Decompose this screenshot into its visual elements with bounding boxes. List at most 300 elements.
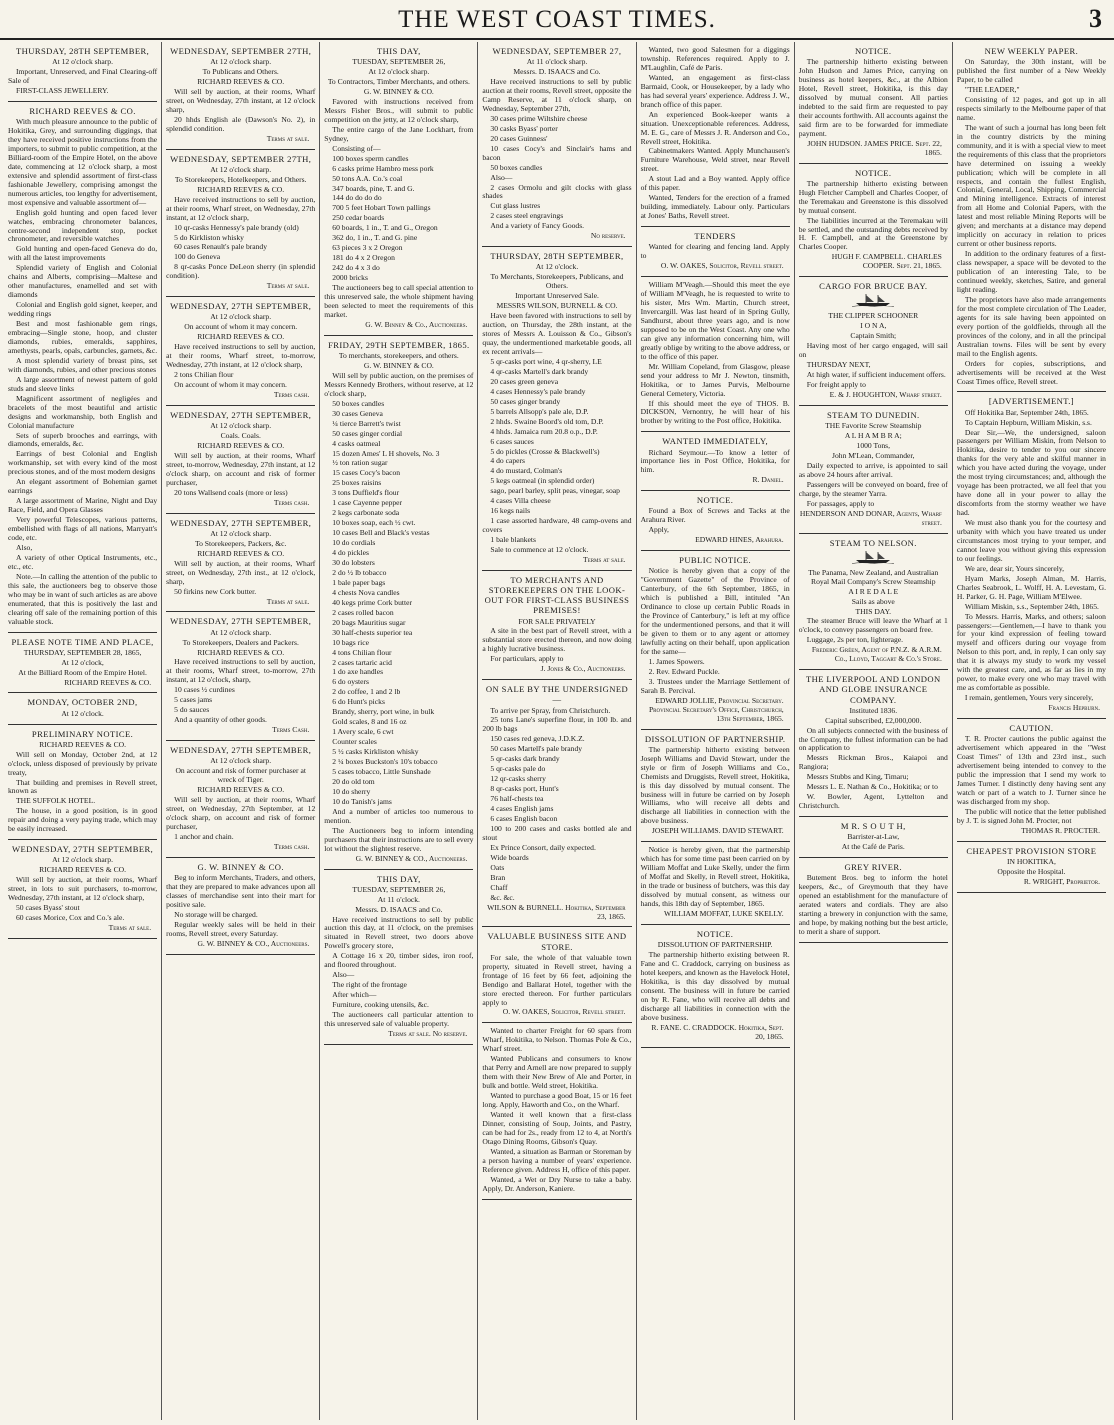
ad-paragraph: Notice is hereby given that a copy of the "Government Gazette" of the Province of Canterbury, of the 6th September, 1865, in which is published a Bill, intituled "An Ordinance to close up certain Public Roads in the Province of Canterbury," is left at my office for the undermentioned persons, and that it will be given to them or to any agent or attorney lawfully acting on their behalf, upon application for the same— <box>640 566 790 656</box>
ad-paragraph: Sets of superb brooches and earrings, with diamonds, emeralds, &c. <box>8 430 158 449</box>
ad-paragraph: A large assortment of newest pattern of gold studs and sleeve links <box>8 374 158 393</box>
ad-heading: WEDNESDAY, SEPTEMBER 27, <box>492 46 622 56</box>
ad-paragraph: Also— <box>490 172 513 182</box>
ad-signature: R. WRIGHT, Proprietor. <box>1023 876 1100 886</box>
ad-heading: WEDNESDAY, 27TH SEPTEMBER, <box>170 517 312 528</box>
ad-paragraph: 50 cases Martell's pale brandy <box>490 744 583 754</box>
ad-paragraph: 50 boxes candles <box>490 162 543 172</box>
ad-paragraph: 1 bale blankets <box>490 535 536 545</box>
ad-paragraph: Cut glass lustres <box>490 201 541 211</box>
ad-paragraph: 2 tons Chilian flour <box>174 370 234 380</box>
ad-paragraph: 3 tons Duffield's flour <box>332 488 400 498</box>
ad-paragraph: 10 do sherry <box>332 786 371 796</box>
advertisement <box>482 927 631 1023</box>
ad-paragraph: Note.—In calling the attention of the public to this sale, the auctioneers beg to observe those who may be in want of such articles as are above enumerated, that this is positively the last and clearing off sale of the remaining portion of this valuable stock. <box>8 571 158 626</box>
ad-paragraph: 30 half-chests superior tea <box>332 627 413 637</box>
ad-paragraph: For freight apply to <box>806 380 866 390</box>
ad-paragraph: FIRST-CLASS JEWELLERY. <box>16 86 109 95</box>
ad-heading: NOTICE. <box>696 928 734 939</box>
ad-centered-line: Coals. Coals. <box>220 431 261 441</box>
ad-paragraph: &c. &c. <box>490 892 515 902</box>
advertisement <box>641 432 790 491</box>
ad-paragraph: 63 pieces 3 x 2 Oregon <box>332 243 403 253</box>
ad-paragraph: After which— <box>332 990 377 1000</box>
ad-centered-line: At 12 o'clock sharp. <box>210 164 272 174</box>
advertisement <box>641 227 790 277</box>
advertisement <box>8 102 157 633</box>
ad-paragraph: 50 firkins new Cork butter. <box>174 586 257 596</box>
ship-icon <box>799 550 948 567</box>
advertisement <box>8 693 157 724</box>
ad-centered-line: THURSDAY, SEPTEMBER 28, 1865, <box>23 647 142 657</box>
ad-centered-line: At 12 o'clock. <box>535 262 579 272</box>
ad-heading: CHEAPEST PROVISION STORE <box>966 845 1097 856</box>
ad-paragraph: 4 cases Hennessy's pale brandy <box>490 386 586 396</box>
ad-heading: G. W. BINNEY & CO. <box>197 861 284 872</box>
ad-paragraph: The partnership hitherto existing between R. Fane and C. Craddock, carrying on business as hotel keepers, and known as the Havelock Hotel, Hokitika, is this day dissolved by mutual consent. The business will in future be carried on by R. Fane, who will receive all debts and discharge all liabilities in connection with the above business. <box>640 950 790 1022</box>
ad-paragraph: 181 do 4 x 2 Oregon <box>332 253 395 263</box>
ad-centered-line: THIS DAY. <box>855 606 891 616</box>
ad-paragraph: With much pleasure announce to the public of Hokitika, Grey, and surrounding diggings, that they have received positive instructions from the importers, to submit to public competition, at the Billiard-room of the Empire Hotel, on the above date, commencing at 12 o'clock sharp, a most extensive and splendid assortment of first-class fashionable Jewellery, comprising amongst the numerous articles, too lengthy for advertisement, most expensive and valuable assortment of— <box>8 117 158 207</box>
ad-paragraph: 5 qr-casks port wine, 4 qr-sherry, LE <box>490 356 602 366</box>
ad-paragraph: Gold hunting and open-faced Geneva do do, with all the latest improvements <box>8 244 158 263</box>
ad-paragraph: Wanted Publicans and consumers to know that Perry and Arnell are now prepared to supply them with their New Brew of Ale and Porter, in bulk and bottle. Weld street, Hokitika. <box>482 1054 632 1091</box>
ad-paragraph: Gold scales, 8 and 16 oz <box>332 717 407 727</box>
ad-paragraph: 30 cases Geneva <box>332 408 383 418</box>
ad-paragraph: A stout Lad and a Boy wanted. Apply office of this paper. <box>640 174 790 193</box>
ad-paragraph: Ex Prince Consort, daily expected. <box>490 842 596 852</box>
ad-paragraph: 700 5 feet Hobart Town pallings <box>332 203 431 213</box>
ad-centered-line: RICHARD REEVES & CO. <box>197 647 285 657</box>
ad-centered-line: TUESDAY, SEPTEMBER 26, <box>352 57 446 67</box>
ad-heading: THURSDAY, 28TH SEPTEMBER, <box>490 251 624 262</box>
ad-heading: NOTICE. <box>855 46 892 56</box>
ad-paragraph: Favored with instructions received from Messrs Fisher Bros., will submit to public competition on the jetty, at 12 o'clock sharp, <box>324 96 474 124</box>
ad-centered-line: MESSRS WILSON, BURNELL & CO. <box>496 301 618 311</box>
ad-signature: Terms at sale. <box>266 596 310 606</box>
ad-paragraph: A large assortment of Marine, Night and Day Race, Field, and Opera Glasses <box>8 496 158 515</box>
advertisement <box>799 406 948 534</box>
ad-paragraph: Magnificent assortment of negligées and bracelets of the most beautiful and artistic designs and workmanship, both English and Colonial manufacture <box>8 393 158 430</box>
ad-heading: TENDERS <box>694 231 736 242</box>
ad-signature: Frederic Gréen, Agent of P.N.Z. & A.R.M. Co., Lloyd, Taggart & Co.'s Store. <box>811 645 942 664</box>
ad-centered-line: DISSOLUTION OF PARTNERSHIP. <box>657 940 773 950</box>
advertisement <box>482 42 631 247</box>
ad-centered-line: RICHARD REEVES & CO. <box>197 77 285 87</box>
advertisement <box>799 42 948 164</box>
ad-centered-line: To merchants, storekeepers, and others. <box>338 350 459 360</box>
ad-paragraph: 6 cases sauces <box>490 436 534 446</box>
ad-paragraph: Off Hokitika Bar, September 24th, 1865. <box>964 407 1089 417</box>
ad-signature: HENDERSON AND DONAR, Agents, Wharf street. <box>799 508 942 527</box>
ad-paragraph: 20 tons Wallsend coals (more or less) <box>174 487 288 497</box>
ad-paragraph: Wanted it well known that a first-class Dinner, consisting of Soup, Joints, and Pastry, can be had for 2s., ready from 12 to 4, at North's Otago Dining Rooms, Gibson's Quay. <box>482 1110 632 1146</box>
ad-heading: CAUTION. <box>1009 723 1054 734</box>
ad-paragraph: Will sell by public auction, on the premises of Messrs Kennedy Brothers, without reserve, at 12 o'clock sharp, <box>324 370 474 398</box>
ad-paragraph: For particulars, apply to <box>490 654 564 664</box>
ad-paragraph: On all subjects connected with the business of the Company, the fullest information can be had on application to <box>798 725 948 753</box>
ad-paragraph: 2. Rev. Edward Puckle. <box>648 666 720 676</box>
ad-paragraph: Will sell by auction, at their rooms, Wharf street, in lots to suit purchasers, to-morrow, Wednesday, 27th instant, at 12 o'clock sharp, <box>8 875 158 903</box>
ad-paragraph: 4 chests Nova candles <box>332 587 400 597</box>
advertisement <box>482 680 631 927</box>
ad-signature: EDWARD HINES, Arahura. <box>695 535 784 545</box>
ad-paragraph: Wide boards <box>490 852 529 862</box>
ad-heading: [ADVERTISEMENT.] <box>988 396 1075 407</box>
ad-paragraph: Wanted, an engagement as first-class Barmaid, Cook, or Housekeeper, by a lady who has had several years' experience. Address J. W., branch office of this paper. <box>640 72 790 109</box>
ad-heading: M R. S O U T H, <box>840 821 906 832</box>
ad-heading: NOTICE. <box>855 167 892 178</box>
ad-heading: PLEASE NOTE TIME AND PLACE, <box>11 636 154 647</box>
ad-heading: WEDNESDAY, SEPTEMBER 27TH, <box>170 153 312 164</box>
ad-paragraph: 10 cases Bell and Black's vestas <box>332 528 430 538</box>
ad-paragraph: 10 bags rice <box>332 637 369 647</box>
ad-centered-line: RICHARD REEVES & CO. <box>39 739 127 749</box>
advertisement <box>799 858 948 943</box>
advertisement <box>482 247 631 571</box>
advertisement <box>482 1023 631 1199</box>
ad-paragraph: 30 do lobsters <box>332 557 375 567</box>
ad-paragraph: 25 boxes raisins <box>332 478 382 488</box>
ad-centered-line: Captain Smith; <box>850 331 897 341</box>
ad-paragraph: THURSDAY NEXT, <box>806 360 871 370</box>
ad-signature: WILSON & BURNELL. Hokitika, September 23, 1865. <box>487 902 626 921</box>
ad-centered-line: To Merchants, Storekeepers, Publicans, and Others. <box>490 272 624 291</box>
advertisement <box>324 336 473 870</box>
ad-paragraph: Colonial and English gold signet, keeper, and wedding rings <box>8 300 158 319</box>
ad-paragraph: Notice is hereby given, that the partnership which has for some time past been carried on by William Moffat and Luke Skelly, under the firm of Moffat and Skelly, in Revell street, Hokitika, in the trade or business of butchers, was this day dissolved by mutual consent, as witness our hands, this 18th day of September, 1865. <box>640 845 790 908</box>
advertisement <box>482 571 631 680</box>
ad-paragraph: Daily expected to arrive, is appointed to sail as above 24 hours after arrival. <box>798 460 948 479</box>
ad-paragraph: No storage will be charged. <box>174 909 258 919</box>
ad-paragraph: Having most of her cargo engaged, will sail on <box>798 341 948 360</box>
ad-paragraph: The auctioneers call particular attention to this unreserved sale of valuable property. <box>324 1010 474 1029</box>
ad-paragraph: sago, pearl barley, split peas, vinegar, soap <box>490 486 620 496</box>
ad-heading: ON SALE BY THE UNDERSIGNED— <box>485 684 629 705</box>
ad-paragraph: 144 do do do do <box>332 193 382 203</box>
ad-centered-line: IN HOKITIKA, <box>1006 856 1056 866</box>
ad-signature: G. W. BINNEY & CO., Auctioneers. <box>197 938 310 948</box>
ad-paragraph: I remain, gentlemen, Yours very sincerely, <box>964 693 1094 703</box>
ad-signature: Terms cash. <box>273 390 310 400</box>
ad-paragraph: Have received instructions to sell by public auction this day, at 11 o'clock, on the premises situated in Revell street, two doors above Powell's grocery store, <box>324 914 474 951</box>
ad-paragraph: Oats <box>490 862 505 872</box>
advertisement <box>8 840 157 939</box>
ad-paragraph: 6 casks prime Hambro mess pork <box>332 163 434 173</box>
ad-paragraph: 5 do sauces <box>174 705 210 715</box>
ad-paragraph: Also— <box>332 970 355 980</box>
ad-centered-line: At 12 o'clock sharp. <box>210 312 272 322</box>
ad-centered-line: RICHARD REEVES & CO. <box>39 865 127 875</box>
ad-paragraph: "THE LEADER," <box>964 85 1020 94</box>
ad-paragraph: 30 casks Byass' porter <box>490 123 558 133</box>
ad-paragraph: 4 qr-casks Martell's dark brandy <box>490 366 589 376</box>
ad-paragraph: And a variety of Fancy Goods. <box>490 221 585 231</box>
ad-paragraph: 2 cases tartaric acid <box>332 657 392 667</box>
ad-centered-line: Opposite the Hospital. <box>997 866 1066 876</box>
advertisement <box>324 42 473 336</box>
advertisement <box>799 670 948 817</box>
ad-paragraph: 5 cases jams <box>174 695 213 705</box>
ad-paragraph: Splendid variety of English and Colonial chains and Alberts, comprising—Maltese and other manufactures, enamelled and set with diamonds <box>8 263 158 300</box>
ad-paragraph: 2 ¼ boxes Buckston's 10's tobacco <box>332 757 438 767</box>
ad-centered-line: A L H A M B R A; <box>844 431 902 441</box>
ad-paragraph: Wanted for clearing and fencing land. Apply to <box>640 242 790 261</box>
ad-centered-line: At 11 o'clock. <box>377 894 420 904</box>
ad-paragraph: To Messrs. Harris, Marks, and others; saloon passengers:—Gentlemen,—I have to thank you for your kind expression of feeling toward myself and officers during our voyage from Nelson to this port, and, in reply, I can only say that it is always my study to work my vessel with the greatest care, and, as far as lies in my power, to make every one who may travel with me as comfortable as possible. <box>956 611 1106 693</box>
ad-paragraph: Important, Unreserved, and Final Clearing-off Sale of <box>8 67 158 86</box>
ad-paragraph: 4 cases Villa cheese <box>490 496 551 506</box>
ad-paragraph: THE SUFFOLK HOTEL. <box>16 796 96 806</box>
ad-paragraph: 2 hhds. Swaine Boord's old tom, D.P. <box>490 416 604 426</box>
advertisement <box>166 514 315 613</box>
ad-paragraph: The partnership hitherto existing between Joseph Williams and David Stewart, under the style or firm of Joseph Williams and Co., Chemists and Druggists, Revell street, Hokitika, is this day dissolved by mutual consent. The business will in future be carried on by Joseph Williams, who will receive all debts and discharge all liabilities in connection with the above business. <box>640 744 790 826</box>
ad-centered-line: At 12 o'clock sharp. <box>52 57 113 67</box>
column-7 <box>953 42 1110 1420</box>
ad-paragraph: 8 qr-casks Ponce DeLeon sherry (in splendid condition). <box>166 262 316 281</box>
ad-paragraph: The want of such a journal has long been felt in the country districts by the mining community, and it is with a special view to meet the requirements of this class that the proprietors have determined on issuing a weekly publication; which will be complete in all respects, and contain the fullest English, Colonial, General, Local, Shipping, Commercial and Mining intelligence. Extracts of interest from all Home and Colonial Papers, with the latest and most reliable Mining Reports will be given; and merchants at a distance may depend implicitly on accuracy in relation to prices current or other business reports. <box>956 122 1106 249</box>
ad-paragraph: Cabinetmakers Wanted. Apply Munchausen's Furniture Warehouse, Weld street, near Revell street. <box>640 146 790 174</box>
ad-paragraph: The steamer Bruce will leave the Wharf at 1 o'clock, to convey passengers on board free. <box>798 616 948 635</box>
ad-centered-line: Important Unreserved Sale. <box>515 291 599 301</box>
ad-paragraph: Wanted to purchase a good Boat, 15 or 16 feet long. Apply, Haworth and Co., on the Wharf. <box>482 1091 632 1110</box>
ad-heading: WEDNESDAY, 27TH SEPTEMBER, <box>170 409 312 420</box>
ad-paragraph: Butement Bros. beg to inform the hotel keepers, &c., of Greymouth that they have opened an establishment for the manufacture of aerated waters and cordials. They are also starting a brewery in conjunction with the same, and hope, by making nothing but the best article, to merit a share of support. <box>798 873 948 937</box>
ad-centered-line: Instituted 1836. <box>849 705 898 715</box>
ad-paragraph: 2 do coffee, 1 and 2 lb <box>332 687 401 697</box>
ad-paragraph: 20 cases green geneva <box>490 376 559 386</box>
ad-centered-line: Sails as above <box>851 596 895 606</box>
ad-paragraph: 5 cases tobacco, Little Sunshade <box>332 767 431 776</box>
ad-paragraph: 25 tons Lane's superfine flour, in 100 lb. and 200 lb bags <box>482 715 632 734</box>
ad-paragraph: 2 cases steel engravings <box>490 211 564 221</box>
ad-paragraph: 76 half-chests tea <box>490 794 544 804</box>
ad-paragraph: 30 cases prime Wiltshire cheese <box>490 113 588 123</box>
ad-signature: Terms cash. <box>273 841 310 851</box>
ad-centered-line: FOR SALE PRIVATELY <box>518 616 596 626</box>
ad-signature: G. W. BINNEY & CO., Auctioneers. <box>355 853 468 863</box>
ad-signature: Terms at sale. <box>108 923 152 933</box>
ad-centered-line: At 12 o'clock. <box>61 708 104 718</box>
ad-signature: O. W. OAKES, Solicitor, Revell street. <box>660 261 784 271</box>
ad-paragraph: Will sell on Monday, October 2nd, at 12 o'clock, unless disposed of previously by private treaty, <box>8 749 158 777</box>
ad-paragraph: 5 do Kirkliston whisky <box>174 232 244 242</box>
ad-heading: NOTICE. <box>696 495 734 506</box>
advertisement <box>324 870 473 1045</box>
ad-paragraph: That building and premises in Revell street, known as <box>8 777 158 796</box>
ad-heading: MONDAY, OCTOBER 2ND, <box>27 697 138 708</box>
advertisement <box>641 842 790 925</box>
ad-paragraph: Wanted, two good Salesmen for a diggings township. References required. Apply to J. M'Laughlin, Café de Paris. <box>640 45 790 72</box>
ad-centered-line: THE Favorite Screw Steamship <box>825 421 922 431</box>
ad-paragraph: 4 cases English jams <box>490 804 554 814</box>
ad-signature: EDWARD JOLLIE, Provincial Secretary. Provincial Secretary's Office, Christchurch, 13th September, 1865. <box>648 695 784 723</box>
ad-paragraph: Hyam Marks, Joseph Alman, M. Harris, Charles Seabrook, L. Wolff, H. A. Levestam, G. H. Parker, G. H. Page, William M'Elwee. <box>956 573 1106 601</box>
ad-centered-line: At 12 o'clock sharp. <box>210 421 272 431</box>
ad-paragraph: 2 do ½ lb tobacco <box>332 567 387 577</box>
ad-centered-line: At 12 o'clock sharp. <box>210 528 272 538</box>
ad-paragraph: Have received instructions to sell by auction, at their rooms, Wharf street, to-morrow, Wednesday, 27th instant, at 12 o'clock sharp, <box>166 342 316 370</box>
ad-centered-line: On account of whom it may concern. <box>184 322 298 332</box>
ad-heading: WANTED IMMEDIATELY, <box>662 436 769 447</box>
ad-paragraph: 4 do capers <box>490 456 526 466</box>
ad-paragraph: 4 casks oatmeal <box>332 438 381 448</box>
ad-centered-line: TUESDAY, SEPTEMBER 26, <box>352 884 446 894</box>
ad-centered-line: Barrister-at-Law, <box>847 832 900 842</box>
ad-paragraph: Wanted, a situation as Barman or Storeman by a person having a number of years' experience. Reference given. Address H, office of this paper. <box>482 1146 632 1174</box>
ad-paragraph: 8 qr-casks port, Hunt's <box>490 784 559 794</box>
ad-paragraph: 2 cases rolled bacon <box>332 607 394 617</box>
ad-paragraph: Messrs Rickman Bros., Kaiapoi and Rangiora; <box>798 753 948 772</box>
ad-paragraph: 150 cases red geneva, J.D.K.Z. <box>490 734 585 744</box>
ad-heading: VALUABLE BUSINESS SITE AND STORE. <box>487 931 627 952</box>
advertisement <box>799 817 948 858</box>
ad-paragraph: On Saturday, the 30th instant, will be published the first number of a New Weekly Paper, to be called <box>956 57 1106 85</box>
ad-paragraph: Have been favored with instructions to sell by auction, on Thursday, the 28th instant, at the stores of Messrs A. Louisson & Co., Gibson's quay, the undermentioned marketable goods, all ex recent arrivals— <box>482 311 632 356</box>
ad-paragraph: 3. Trustees under the Marriage Settlement of Sarah B. Percival. <box>640 676 790 695</box>
ad-paragraph: To Captain Hepburn, William Miskin, s.s. <box>964 417 1092 427</box>
ad-paragraph: Have received instructions to sell by auction, at their rooms, Wharf street, to-morrow, 27th instant, at 12 o'clock, sharp, <box>166 657 316 685</box>
ad-heading: NEW WEEKLY PAPER. <box>984 46 1079 56</box>
ad-heading: CARGO FOR BRUCE BAY. <box>819 281 928 292</box>
ad-paragraph: 4 hhds. Jamaica rum 20.8 o.p., D.P. <box>490 426 598 436</box>
ad-heading: THIS DAY, <box>376 46 421 56</box>
ad-paragraph: To arrive per Spray, from Christchurch. <box>490 705 611 715</box>
column-4 <box>478 42 636 1420</box>
ad-centered-line: RICHARD REEVES & CO. <box>197 548 285 558</box>
ad-heading: WEDNESDAY, 27TH SEPTEMBER, <box>170 301 312 312</box>
ad-centered-line: At the Billiard Room of the Empire Hotel. <box>18 667 147 677</box>
ad-paragraph: 6 cases English bacon <box>490 813 558 823</box>
ad-paragraph: 1 do axe handles <box>332 667 384 677</box>
ad-paragraph: 100 do Geneva <box>174 252 221 262</box>
ad-paragraph: 10 do cordials <box>332 538 376 548</box>
ad-paragraph: Passengers will be conveyed on board, free of charge, by the steamer Yarra. <box>798 479 948 498</box>
advertisement <box>166 150 315 298</box>
ad-signature: WILLIAM MOFFAT, LUKE SKELLY. <box>664 908 784 918</box>
column-1 <box>4 42 162 1420</box>
ad-paragraph: Brandy, sherry, port wine, in bulk <box>332 707 435 717</box>
ad-paragraph: 5 barrels Allsopp's pale ale, D.P. <box>490 406 589 416</box>
ad-paragraph: 1. James Spowers. <box>648 656 705 666</box>
advertisement <box>166 42 315 150</box>
ad-centered-line: At 11 o'clock sharp. <box>526 57 588 67</box>
advertisement <box>957 719 1106 842</box>
ad-signature: Terms Cash. <box>272 725 310 735</box>
ad-paragraph: Messrs L. E. Nathan & Co., Hokitika; or to <box>806 782 938 792</box>
ad-centered-line: At 12 o'clock sharp. <box>368 67 430 77</box>
ad-signature: Terms at sale. <box>583 554 626 564</box>
advertisement <box>641 551 790 729</box>
advertisement <box>957 842 1106 893</box>
ad-centered-line: At 12 o'clock sharp. <box>210 57 272 67</box>
page-number: 3 <box>1089 4 1102 33</box>
ad-centered-line: To Storekeepers, Dealers and Packers. <box>182 637 299 647</box>
ad-paragraph: Chaff <box>490 882 508 892</box>
ad-centered-line: G. W. BINNEY & CO. <box>363 87 434 96</box>
ad-signature: HUGH F. CAMPBELL. CHARLES COOPER. Sept. 21, 1865. <box>831 252 942 271</box>
ad-paragraph: The liabilities incurred at the Teremakau will be settled, and the outstanding debts received by H. F. Campbell, and at the Greenstone by Charles Cooper. <box>798 215 948 252</box>
ad-centered-line: A I R E D A L E <box>848 586 899 596</box>
advertisement <box>166 612 315 741</box>
ad-heading: THURSDAY, 28TH SEPTEMBER, <box>15 46 150 56</box>
ad-paragraph: Will sell by auction, at their rooms, Wharf street, on Wednesday, 27th September, at 12 o'clock sharp, on account and risk of former purchaser, <box>166 795 316 831</box>
ad-paragraph: Also, <box>16 542 33 552</box>
ad-paragraph: The house, in a good position, is in good repair and doing a very paying trade, which may be easily increased. <box>8 806 158 834</box>
ad-paragraph: Wanted, a Wet or Dry Nurse to take a baby. Apply, Dr. Anderson, Kaniere. <box>482 1174 632 1193</box>
ad-paragraph: 2000 bricks <box>332 273 368 283</box>
ad-paragraph: Counter scales <box>332 737 377 747</box>
ad-paragraph: Mr. William Copeland, from Glasgow, please send your address to Mr J. Newton, tinsmith, Hokitika, or to James Purvis, Melbourne General Cemetery, Victoria. <box>640 361 790 398</box>
ad-paragraph: 242 do 4 x 3 do <box>332 263 380 273</box>
ad-paragraph: Messrs Stubbs and King, Timaru; <box>806 772 909 782</box>
ad-paragraph: The auctioneers beg to call special attention to this unreserved sale, the whole shipment having been selected to meet the requirements of this market. <box>324 283 474 319</box>
ad-centered-line: Messrs. D. ISAACS and Co. <box>355 904 443 914</box>
ad-paragraph: 6 do oysters <box>332 677 369 687</box>
ad-signature: R. Daniel. <box>752 475 784 485</box>
advertisement <box>641 925 790 1048</box>
ad-centered-line: John M'Lean, Commander, <box>832 450 915 460</box>
ad-paragraph: English gold hunting and open faced lever watches, embracing chronometer balances, centre-second independent stop, pocket chronometer, and reversible watches <box>8 207 158 244</box>
ad-paragraph: 20 do old tom <box>332 776 375 786</box>
ad-paragraph: 1 case Cayenne pepper <box>332 498 403 508</box>
ad-paragraph: At high water, if sufficient inducement offers. <box>806 370 946 380</box>
column-6 <box>795 42 953 1420</box>
advertisement <box>641 42 790 227</box>
ad-paragraph: A most splendid variety of breast pins, set with diamonds, rubies, and other precious stones <box>8 355 158 374</box>
ad-paragraph: Furniture, cooking utensils, &c. <box>332 1000 429 1010</box>
ad-paragraph: Dear Sir,—We, the undersigned, saloon passengers per William Miskin, from Nelson to Hokitika, desire to tender to you our sincere thanks for the very able and skilful manner in which you have acted during the voyage, under the most trying circumstances; and, although the voyage has been protracted, we all feel that you have done all in your power to allay the discomforts from the stormy weather we have had. <box>956 427 1106 518</box>
ad-paragraph: 4 do mustard, Colman's <box>490 466 563 476</box>
ad-paragraph: Bran <box>490 872 506 882</box>
ad-paragraph: 50 boxes candles <box>332 398 385 408</box>
ad-signature: No reserve. <box>590 231 626 241</box>
ship-icon <box>799 293 948 310</box>
ad-paragraph: Earrings of best Colonial and English workmanship, set with every kind of the most precious stones, and of the most modern designs <box>8 449 158 477</box>
ad-signature: JOHN HUDSON. JAMES PRICE. Sept. 22, 1865. <box>807 138 942 157</box>
ad-paragraph: 60 cases Renault's pale brandy <box>174 242 268 252</box>
ad-heading: STEAM TO DUNEDIN. <box>826 409 920 420</box>
ad-paragraph: Regular weekly sales will be held in their rooms, Revell street, every Saturday. <box>166 919 316 938</box>
ad-paragraph: Have received instructions to sell by auction, at their rooms, Wharf street, on Wednesday, 27th instant, at 12 o'clock sharp, <box>166 194 316 222</box>
advertisement <box>166 406 315 514</box>
ad-centered-line: RICHARD REEVES & CO. <box>197 184 285 194</box>
ad-paragraph: The right of the frontage <box>332 980 407 990</box>
advertisement <box>799 534 948 671</box>
ad-paragraph: Richard Seymour.—To know a letter of importance lies in Post Office, Hokitika, for him. <box>640 447 790 475</box>
ad-paragraph: 15 dozen Ames' L H shovels, No. 3 <box>332 448 440 458</box>
ad-paragraph: 4 do pickles <box>332 548 369 558</box>
ad-paragraph: 50 cases ginger cordial <box>332 428 403 438</box>
ad-paragraph: A Cottage 16 x 20, timber sides, iron roof, and floored throughout. <box>324 951 474 970</box>
ad-paragraph: 10 cases ½ curdines <box>174 685 235 695</box>
ad-paragraph: Found a Box of Screws and Tacks at the Arahura River. <box>640 506 790 525</box>
ad-heading: DISSOLUTION OF PARTNERSHIP. <box>644 733 786 744</box>
ad-paragraph: Will sell by auction, at their rooms, Wharf street, to-morrow, Wednesday, 27th instant, at 12 o'clock sharp, on account and risk of former purchaser, <box>166 450 316 487</box>
masthead <box>0 0 1114 40</box>
newspaper-title: THE WEST COAST TIMES. <box>398 6 716 33</box>
ad-heading: PRELIMINARY NOTICE. <box>31 728 134 739</box>
ad-paragraph: 1 Avery scale, 6 cwt <box>332 727 394 737</box>
ad-paragraph: And a quantity of other goods. <box>174 715 267 725</box>
ad-paragraph: Will sell by auction, at their rooms, Wharf street, on Wednesday, 27th inst., at 12 o'clock, sharp, <box>166 558 316 586</box>
ad-paragraph: Have received instructions to sell by public auction at their rooms, Revell street, opposite the Camp Reserve, at 11 o'clock sharp, on Wednesday, September 27th, <box>482 77 632 113</box>
ad-paragraph: Sale to commence at 12 o'clock. <box>490 545 589 555</box>
ad-heading: WEDNESDAY, SEPTEMBER 27TH, <box>170 46 312 56</box>
ad-paragraph: 5 qr-casks dark brandy <box>490 754 560 764</box>
ad-signature: J. Jones & Co., Auctioneers. <box>540 664 626 674</box>
ad-heading: TO MERCHANTS AND STOREKEEPERS ON THE LOOK-OUT FOR FIRST-CLASS BUSINESS PREMISES! <box>484 574 630 616</box>
